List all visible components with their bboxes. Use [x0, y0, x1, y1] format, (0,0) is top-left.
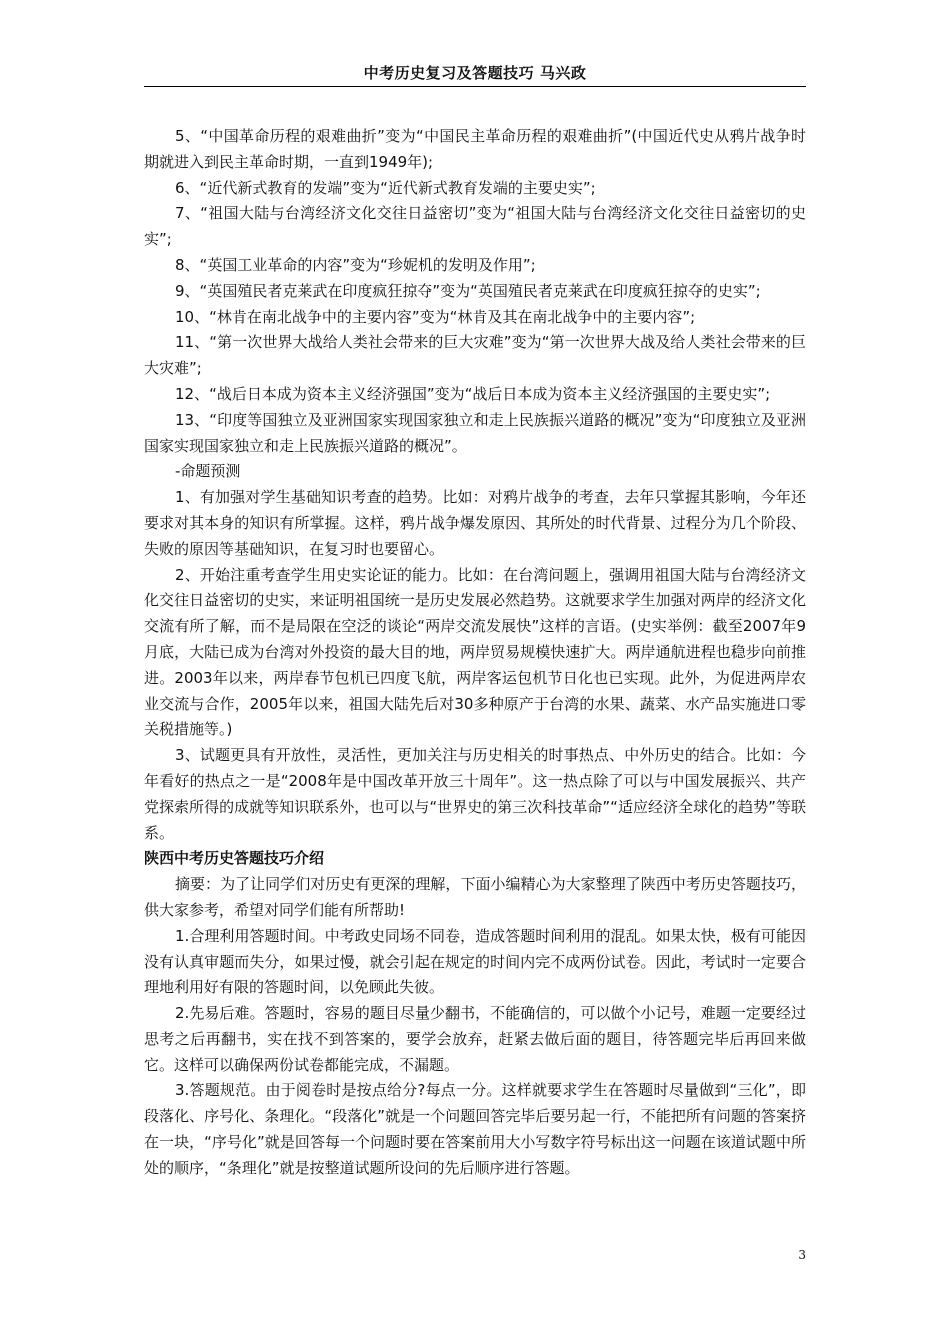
paragraph-item-7: 7、“祖国大陆与台湾经济文化交往日益密切”变为“祖国大陆与台湾经济文化交往日益密切的史实”; — [144, 204, 806, 249]
prediction-paragraph-2: 2、开始注重考查学生用史实论证的能力。比如：在台湾问题上，强调用祖国大陆与台湾经济文化交往日益密切的史实，来证明祖国统一是历史发展必然趋势。这就要求学生加强对两岸的经济文化交流有所了解，而不是局限在空泛的谈论“两岸交流发展快”这样的言语。(史实举例：截至2007年9月底，大陆已成为台湾对外投资的最大目的地，两岸贸易规模快速扩大。两岸通航进程也稳步向前推进。2003年以来，两岸春节包机已四度飞航，两岸客运包机节日化也已实现。此外，为促进两岸农业交流与合作，2005年以来，祖国大陆先后对30多种原产于台湾的水果、蔬菜、水产品实施进口零关税措施等。) — [144, 565, 806, 739]
paragraph-item-6: 6、“近代新式教育的发端”变为“近代新式教育发端的主要史实”; — [175, 178, 596, 197]
section-title: 陕西中考历史答题技巧介绍 — [144, 849, 325, 868]
paragraph-item-13: 13、“印度等国独立及亚洲国家实现国家独立和走上民族振兴道路的概况”变为“印度独立及亚洲国家实现国家独立和走上民族振兴道路的概况”。 — [144, 410, 806, 455]
paragraph-item-11: 11、“第一次世界大战给人类社会带来的巨大灾难”变为“第一次世界大战及给人类社会带来的巨大灾难”; — [144, 333, 806, 378]
page-number: 3 — [798, 1248, 806, 1262]
tip-paragraph-3: 3.答题规范。由于阅卷时是按点给分?每点一分。这样就要求学生在答题时尽量做到“三化”，即段落化、序号化、条理化。“段落化”就是一个问题回答完毕后要另起一行，不能把所有问题的答案挤在一块，“序号化”就是回答每一个问题时要在答案前用大小写数字符号标出这一问题在该道试题中所处的顺序，“条理化”就是按整道试题所设问的先后顺序进行答题。 — [144, 1081, 806, 1177]
document-body — [144, 124, 806, 1182]
subheading-prediction: -命题预测 — [175, 462, 241, 481]
section-abstract: 摘要：为了让同学们对历史有更深的理解，下面小编精心为大家整理了陕西中考历史答题技巧，供大家参考，希望对同学们能有所帮助! — [144, 875, 806, 919]
page-header-title: 中考历史复习及答题技巧 马兴政 — [363, 64, 587, 82]
tip-paragraph-2: 2.先易后难。答题时，容易的题目尽量少翻书，不能确信的，可以做个小记号，难题一定要经过思考之后再翻书，实在找不到答案的，要学会放弃，赶紧去做后面的题目，待答题完毕后再回来做它。这样可以确保两份试卷都能完成，不漏题。 — [144, 1004, 806, 1074]
paragraph-item-8: 8、“英国工业革命的内容”变为“珍妮机的发明及作用”; — [175, 255, 536, 274]
paragraph-item-12: 12、“战后日本成为资本主义经济强国”变为“战后日本成为资本主义经济强国的主要史实”; — [175, 384, 771, 403]
paragraph-item-5: 5、“中国革命历程的艰难曲折”变为“中国民主革命历程的艰难曲折”(中国近代史从鸦片战争时期就进入到民主革命时期，一直到1949年); — [144, 127, 806, 171]
paragraph-item-10: 10、“林肯在南北战争中的主要内容”变为“林肯及其在南北战争中的主要内容”; — [175, 307, 696, 326]
header-divider — [144, 86, 806, 87]
prediction-paragraph-1: 1、有加强对学生基础知识考查的趋势。比如：对鸦片战争的考查，去年只掌握其影响，今年还要求对其本身的知识有所掌握。这样，鸦片战争爆发原因、其所处的时代背景、过程分为几个阶段、失败的原因等基础知识，在复习时也要留心。 — [144, 488, 806, 558]
prediction-paragraph-3: 3、试题更具有开放性，灵活性，更加关注与历史相关的时事热点、中外历史的结合。比如：今年看好的热点之一是“2008年是中国改革开放三十周年”。这一热点除了可以与中国发展振兴、共产党探索所得的成就等知识联系外，也可以与“世界史的第三次科技革命”“适应经济全球化的趋势”等联系。 — [144, 746, 806, 842]
paragraph-item-9: 9、“英国殖民者克莱武在印度疯狂掠夺”变为“英国殖民者克莱武在印度疯狂掠夺的史实”; — [175, 281, 761, 300]
tip-paragraph-1: 1.合理利用答题时间。中考政史同场不同卷，造成答题时间利用的混乱。如果太快，极有可能因没有认真审题而失分，如果过慢，就会引起在规定的时间内完不成两份试卷。因此，考试时一定要合理地利用好有限的答题时间，以免顾此失彼。 — [144, 926, 806, 997]
